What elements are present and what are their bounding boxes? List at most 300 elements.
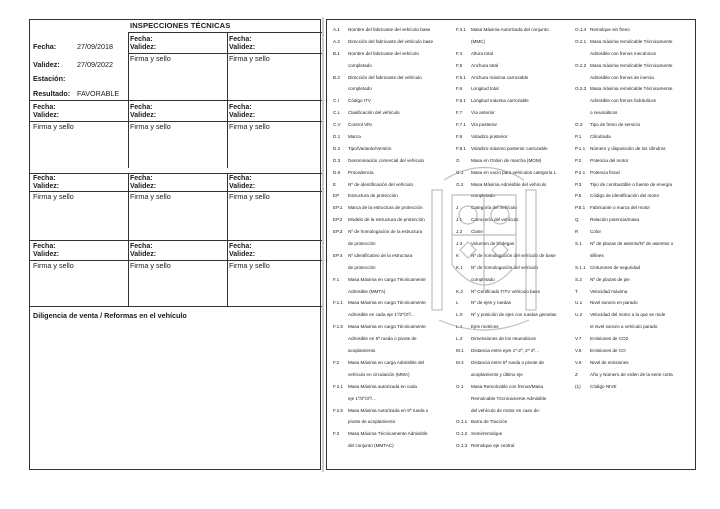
divider [227,100,228,168]
code-description: Semirremolque [471,431,503,437]
code-id: K [456,252,460,258]
code-description: completado [348,62,372,68]
code-description: Masa Máxima autorizada en cada [348,383,417,389]
code-description: Barra de Tracción [471,419,508,425]
code-description: Denominación comercial del vehículo [348,157,425,163]
title-underline [128,32,322,33]
code-description: completado [471,276,495,282]
code-description: Código de identificación del motor [590,193,660,199]
code-id: O.3 [575,122,583,128]
code-id: F.4 [456,50,463,56]
code-id: P.1 [575,134,582,140]
code-id: R [575,229,579,235]
code-row [456,360,574,372]
code-description: Estructura de protección [348,193,398,199]
code-row [575,134,695,146]
code-id: J.2 [456,229,463,235]
code-description: Nº identificativo de la estructura [348,252,413,258]
code-id: O.1.1 [456,419,468,425]
code-description: Nº de homologación del vehículo [471,264,539,270]
code-row [456,86,574,98]
r3c3-fecha-label: Fecha: [229,175,252,182]
code-id: O.2.1 [575,38,587,44]
code-row [456,384,574,396]
code-row [333,443,457,455]
code-row [575,63,695,75]
code-id: Q [575,217,579,223]
r4c1-fecha-label: Fecha: [33,243,56,250]
code-id: L.0 [456,312,463,318]
code-description: Nombre del fabricante del vehículo [348,50,419,56]
code-description: Velocidad máxima [590,288,628,294]
code-row [456,408,574,420]
code-description: Nombre del fabricante del vehículo base [348,27,431,32]
r3c2-validez-label: Validez: [130,183,157,190]
code-description: Masa Máxima en carga Técnicamente [348,300,426,306]
code-description: Relación potencia/masa [590,217,640,223]
code-row [456,51,574,63]
code-row [456,98,574,110]
r3c1-firma-label: Firma y sello [33,192,74,201]
r1c3-firma-label: Firma y sello [229,54,270,63]
code-row [575,110,695,122]
code-id: V.7 [575,336,582,342]
code-id: F.1.5 [333,324,343,330]
code-id: P.2.1 [575,169,586,175]
code-description: pivote de acoplamiento [348,419,396,425]
code-description: Masa Máxima Autorizada en 5ª rueda o [348,407,429,413]
code-row [575,253,695,265]
code-description: Procedencia [348,169,374,175]
code-row [456,122,574,134]
code-row [456,396,574,408]
code-id: D.3 [333,157,341,163]
code-description: sillines [590,252,604,258]
code-row [575,229,695,241]
code-description: Número y disposición de los cilindros [590,145,666,151]
first-validez-label: Validez: [33,60,60,69]
code-description: completado [471,193,495,199]
code-id: F.6.1 [456,98,466,104]
code-description: Año y Número de orden de la serie corta [590,371,673,377]
divider [30,173,322,174]
code-description: Nº de plazas de asiento/Nº de asientos o [590,241,674,247]
code-row [575,39,695,51]
code-id: M.4 [456,359,464,365]
code-id: V.8 [575,348,582,354]
code-row [575,348,695,360]
code-description: Código NIVE [590,383,617,389]
code-row [333,431,457,443]
code-description: Altura total [471,50,493,56]
code-row [575,86,695,98]
code-description: Dirección del fabricante del vehículo [348,74,422,80]
code-row [333,122,457,134]
code-id: F.3.1 [456,27,466,32]
code-row [333,98,457,110]
r2c1-fecha-label: Fecha: [33,104,56,111]
code-row [575,146,695,158]
code-description: Longitud máxima carrozable [471,98,529,104]
divider [30,100,322,101]
inspections-title: INSPECCIONES TÉCNICAS [130,21,231,30]
code-description: Emisiones de CO [590,348,626,354]
code-description: Categoría del vehículo [471,205,517,211]
code-description: Nº de identificación del vehículo [348,181,414,187]
code-id: F.2.5 [333,407,343,413]
code-row [575,205,695,217]
code-description: Fabricante o marca del motor [590,205,650,211]
code-description: Vía anterior [471,110,495,116]
code-row [456,372,574,384]
code-row [575,384,695,396]
code-description: Distancia entre 5ª rueda o pivote de [471,359,544,365]
code-row [575,289,695,301]
code-description: vehículo en circulación (MMA) [348,371,410,377]
code-row [333,63,457,75]
code-description: Dimensiones de los neumáticos [471,336,536,342]
r3c2-firma-label: Firma y sello [130,192,171,201]
code-description: Admisible en 5ª rueda o pivote de [348,336,417,342]
code-row [333,134,457,146]
code-description: Velocidad del motor a la que se mide [590,312,666,318]
r4c3-validez-label: Validez: [229,251,256,258]
code-description: Volumen de bodegas [471,241,515,247]
code-description: del vehículo de motor en caso de: [471,407,540,413]
code-description: (MMC) [471,38,486,44]
code-row [456,431,574,443]
code-description: Marca [348,134,361,140]
code-description: Masa Máxima Autorizada del conjunto [471,27,549,32]
code-description: Admisible con frenos mecánicos [590,50,656,56]
r1c3-validez-label: Validez: [229,44,256,51]
code-description: Masa máxima remolcable Técnicamente [590,86,673,92]
code-id: C.L [333,110,341,116]
r2c1-firma-label: Firma y sello [33,122,74,131]
code-row [456,27,574,39]
code-description: Remolque eje central [471,443,515,449]
code-description: Nº de homologación del vehículo de base [471,252,556,258]
code-row [575,312,695,324]
code-id: L.1 [456,324,463,330]
r4c1-validez-label: Validez: [33,251,60,258]
code-id: F.2 [333,359,340,365]
code-id: EP.1 [333,205,343,211]
code-id: F.7.1 [456,122,466,128]
codes-column-3 [575,27,695,396]
code-row [575,75,695,87]
code-row [333,396,457,408]
divider [128,100,129,168]
code-id: O.1.4 [575,27,587,32]
code-description: Admisible con frenos hidráulicos [590,98,656,104]
first-estacion-label: Estación: [33,74,66,83]
divider [227,173,228,241]
code-description: Admisible (MMTA) [348,288,386,294]
code-row [575,51,695,63]
code-row [456,110,574,122]
code-row [333,75,457,87]
code-description: Tipo de combustible o fuente de energía [590,181,673,187]
first-resultado-value: FAVORABLE [77,89,120,98]
r2c3-firma-label: Firma y sello [229,122,270,131]
code-row [575,372,695,384]
r1c2-validez-label: Validez: [130,44,157,51]
code-id: EP [333,193,340,199]
code-id: E [333,181,337,187]
code-description: Masa Máxima Técnicamente Admisible [348,431,428,437]
code-description: Marca de la estructura de protección [348,205,423,211]
code-description: Carrocería del vehículo [471,217,519,223]
code-description: Modelo de la estructura de protección [348,217,425,223]
code-id: D.6 [333,169,341,175]
code-description: Clasificación del vehículo [348,110,400,116]
code-id: J.1 [456,217,463,223]
code-description: Masa en Orden de marcha (MOM) [471,157,542,163]
code-id: F.5.1 [456,74,466,80]
r4c3-firma-label: Firma y sello [229,261,270,270]
code-row [575,265,695,277]
code-description: Anchura total [471,62,499,68]
code-description: Masa máxima remolcable Técnicamente [590,62,673,68]
code-row [575,336,695,348]
code-id: O.2.3 [575,86,587,92]
code-description: Vía posterior [471,122,498,128]
code-description: Masa en vacío para vehículos categoría L [471,169,557,175]
divider [30,240,322,241]
code-id: (1) [575,383,581,389]
code-id: M.1 [456,348,464,354]
code-id: D.2 [333,145,341,151]
code-row [575,217,695,229]
first-validez-value: 27/09/2022 [77,60,113,69]
code-id: F.6 [456,86,463,92]
code-id: D.1 [333,134,341,140]
code-description: Nº de ejes y ruedas [471,300,511,306]
code-row [575,300,695,312]
code-id: Z [575,371,578,377]
code-row [575,277,695,289]
code-id: O.1.2 [456,431,468,437]
code-id: F.1 [333,276,340,282]
sale-reform-title: Diligencia de venta / Reformas en el vehículo [33,311,187,320]
code-id: G [456,157,460,163]
code-description: del conjunto (MMTAC) [348,443,394,449]
r3c1-fecha-label: Fecha: [33,175,56,182]
code-id: F.1.1 [333,300,343,306]
code-id: T [575,288,578,294]
code-id: B.2 [333,74,340,80]
code-description: Tipo/Variante/Versión [348,145,392,151]
code-description: completado [348,86,372,92]
code-row [333,360,457,372]
code-description: Nivel de emisiones [590,359,629,365]
code-id: P.5.1 [575,205,586,211]
code-id: EP.2 [333,217,343,223]
code-id: K.1 [456,264,463,270]
code-description: Voladizo posterior [471,134,508,140]
code-id: C.I [333,98,339,104]
divider [227,240,228,306]
code-description: Clase [471,229,483,235]
r4c2-fecha-label: Fecha: [130,243,153,250]
code-description: eje 1º/2º/3º/... [348,395,376,401]
code-id: C.V [333,122,341,128]
r2c2-firma-label: Firma y sello [130,122,171,131]
coat-of-arms-watermark [424,150,547,350]
code-description: Emisiones de CO2 [590,336,629,342]
code-row [575,122,695,134]
code-id: J [456,205,459,211]
first-resultado-label: Resultado: [33,89,71,98]
code-description: de protección [348,264,376,270]
r4c2-firma-label: Firma y sello [130,261,171,270]
code-row [575,182,695,194]
r2c1-validez-label: Validez: [33,112,60,119]
code-id: F.2.1 [333,383,343,389]
code-row [575,27,695,39]
code-description: Nº y posición de ejes con ruedas gemelas [471,312,557,318]
code-row [456,134,574,146]
code-description: Cinturones de seguridad [590,264,641,270]
code-id: F.3 [333,431,340,437]
code-row [575,193,695,205]
code-id: EP.3 [333,229,343,235]
code-description: el nivel sonoro a vehículo parado [590,324,658,330]
code-id: F.8 [456,134,463,140]
divider [128,32,129,100]
code-row [575,241,695,253]
code-description: de protección [348,241,376,247]
code-row [333,419,457,431]
r2c3-fecha-label: Fecha: [229,104,252,111]
r1c2-fecha-label: Fecha: [130,36,153,43]
code-id: A.2 [333,38,340,44]
code-description: Potencia del motor [590,157,629,163]
code-description: acoplamiento y último eje [471,371,523,377]
r3c2-fecha-label: Fecha: [130,175,153,182]
r1c3-fecha-label: Fecha: [229,36,252,43]
divider [128,173,129,241]
code-description: o neumáticos [590,110,618,116]
code-description: Voladizo máximo posterior carrozable [471,145,548,151]
code-row [575,98,695,110]
inspections-panel [29,19,321,470]
code-description: Longitud total [471,86,499,92]
code-description: Masa Máxima en carga Técnicamente [348,276,426,282]
code-id: EP.4 [333,252,343,258]
code-row [575,170,695,182]
fold-crease [322,17,324,472]
code-id: S.1 [575,241,582,247]
code-id: P.2 [575,157,582,163]
code-row [575,324,695,336]
r3c3-firma-label: Firma y sello [229,192,270,201]
code-row [333,39,457,51]
code-id: G.2 [456,181,464,187]
code-row [333,372,457,384]
code-id: L [456,300,459,306]
code-id: V.9 [575,359,582,365]
code-row [333,51,457,63]
code-description: Nivel sonoro en parado [590,300,638,306]
code-id: U.1 [575,300,583,306]
code-row [456,39,574,51]
code-id: O.1.3 [456,443,468,449]
r2c3-validez-label: Validez: [229,112,256,119]
code-id: K.2 [456,288,463,294]
r3c3-validez-label: Validez: [229,183,256,190]
r1c2-firma-label: Firma y sello [130,54,171,63]
code-row [333,27,457,39]
code-id: G.1 [456,169,464,175]
code-row [333,408,457,420]
code-description: Potencia fiscal [590,169,620,175]
r2c2-validez-label: Validez: [130,112,157,119]
divider [30,306,322,307]
code-row [333,86,457,98]
code-id: P.3 [575,181,582,187]
code-row [456,63,574,75]
first-fecha-value: 27/09/2018 [77,42,113,51]
code-description: Nº Certificado TITV vehículo base [471,288,540,294]
divider [128,240,129,306]
r3c1-validez-label: Validez: [33,183,60,190]
divider [30,260,322,261]
code-description: Ejes motrices [471,324,499,330]
code-description: Masa máxima remolcable Técnicamente [590,38,673,44]
code-description: Color [590,229,601,235]
code-id: P.1.1 [575,145,586,151]
code-id: U.2 [575,312,583,318]
divider [30,191,322,192]
first-fecha-label: Fecha: [33,42,57,51]
code-description: acoplamiento [348,348,376,354]
code-row [456,443,574,455]
code-id: J.3 [456,241,463,247]
code-description: Admisible con frenos de inercia [590,74,654,80]
code-id: F.7 [456,110,463,116]
code-row [333,384,457,396]
code-description: Masa Máxima en carga Admisible del [348,359,425,365]
code-row [456,75,574,87]
code-description: Masa Máxima Admisible del vehículo [471,181,547,187]
code-id: O.1 [456,383,464,389]
r4c1-firma-label: Firma y sello [33,261,74,270]
code-description: Remolque sin freno [590,27,630,32]
r4c3-fecha-label: Fecha: [229,243,252,250]
code-description: Anchura máxima carrozable [471,74,529,80]
code-description: Dirección del fabricante del vehículo base [348,38,434,44]
code-description: Cilindrada [590,134,611,140]
code-description: Remolcable Técnicamente Admisible [471,395,547,401]
code-row [333,110,457,122]
code-description: Nº de plazas de pie [590,276,630,282]
code-id: O.2.2 [575,62,587,68]
code-id: S.1.1 [575,264,586,270]
code-description: Código ITV [348,98,371,104]
divider [30,121,322,122]
code-description: Nº de homologación de la estructura [348,229,423,235]
code-description: Distancia entre ejes 1º-2º, 2º-3º... [471,348,539,354]
code-description: Masa Máxima en carga Técnicamente [348,324,426,330]
code-row [575,158,695,170]
code-id: A.1 [333,27,340,32]
code-id: B.1 [333,50,340,56]
code-row [456,419,574,431]
code-id: F.5 [456,62,463,68]
code-description: Admisible en cada eje 1º/2º/3º/... [348,312,415,318]
